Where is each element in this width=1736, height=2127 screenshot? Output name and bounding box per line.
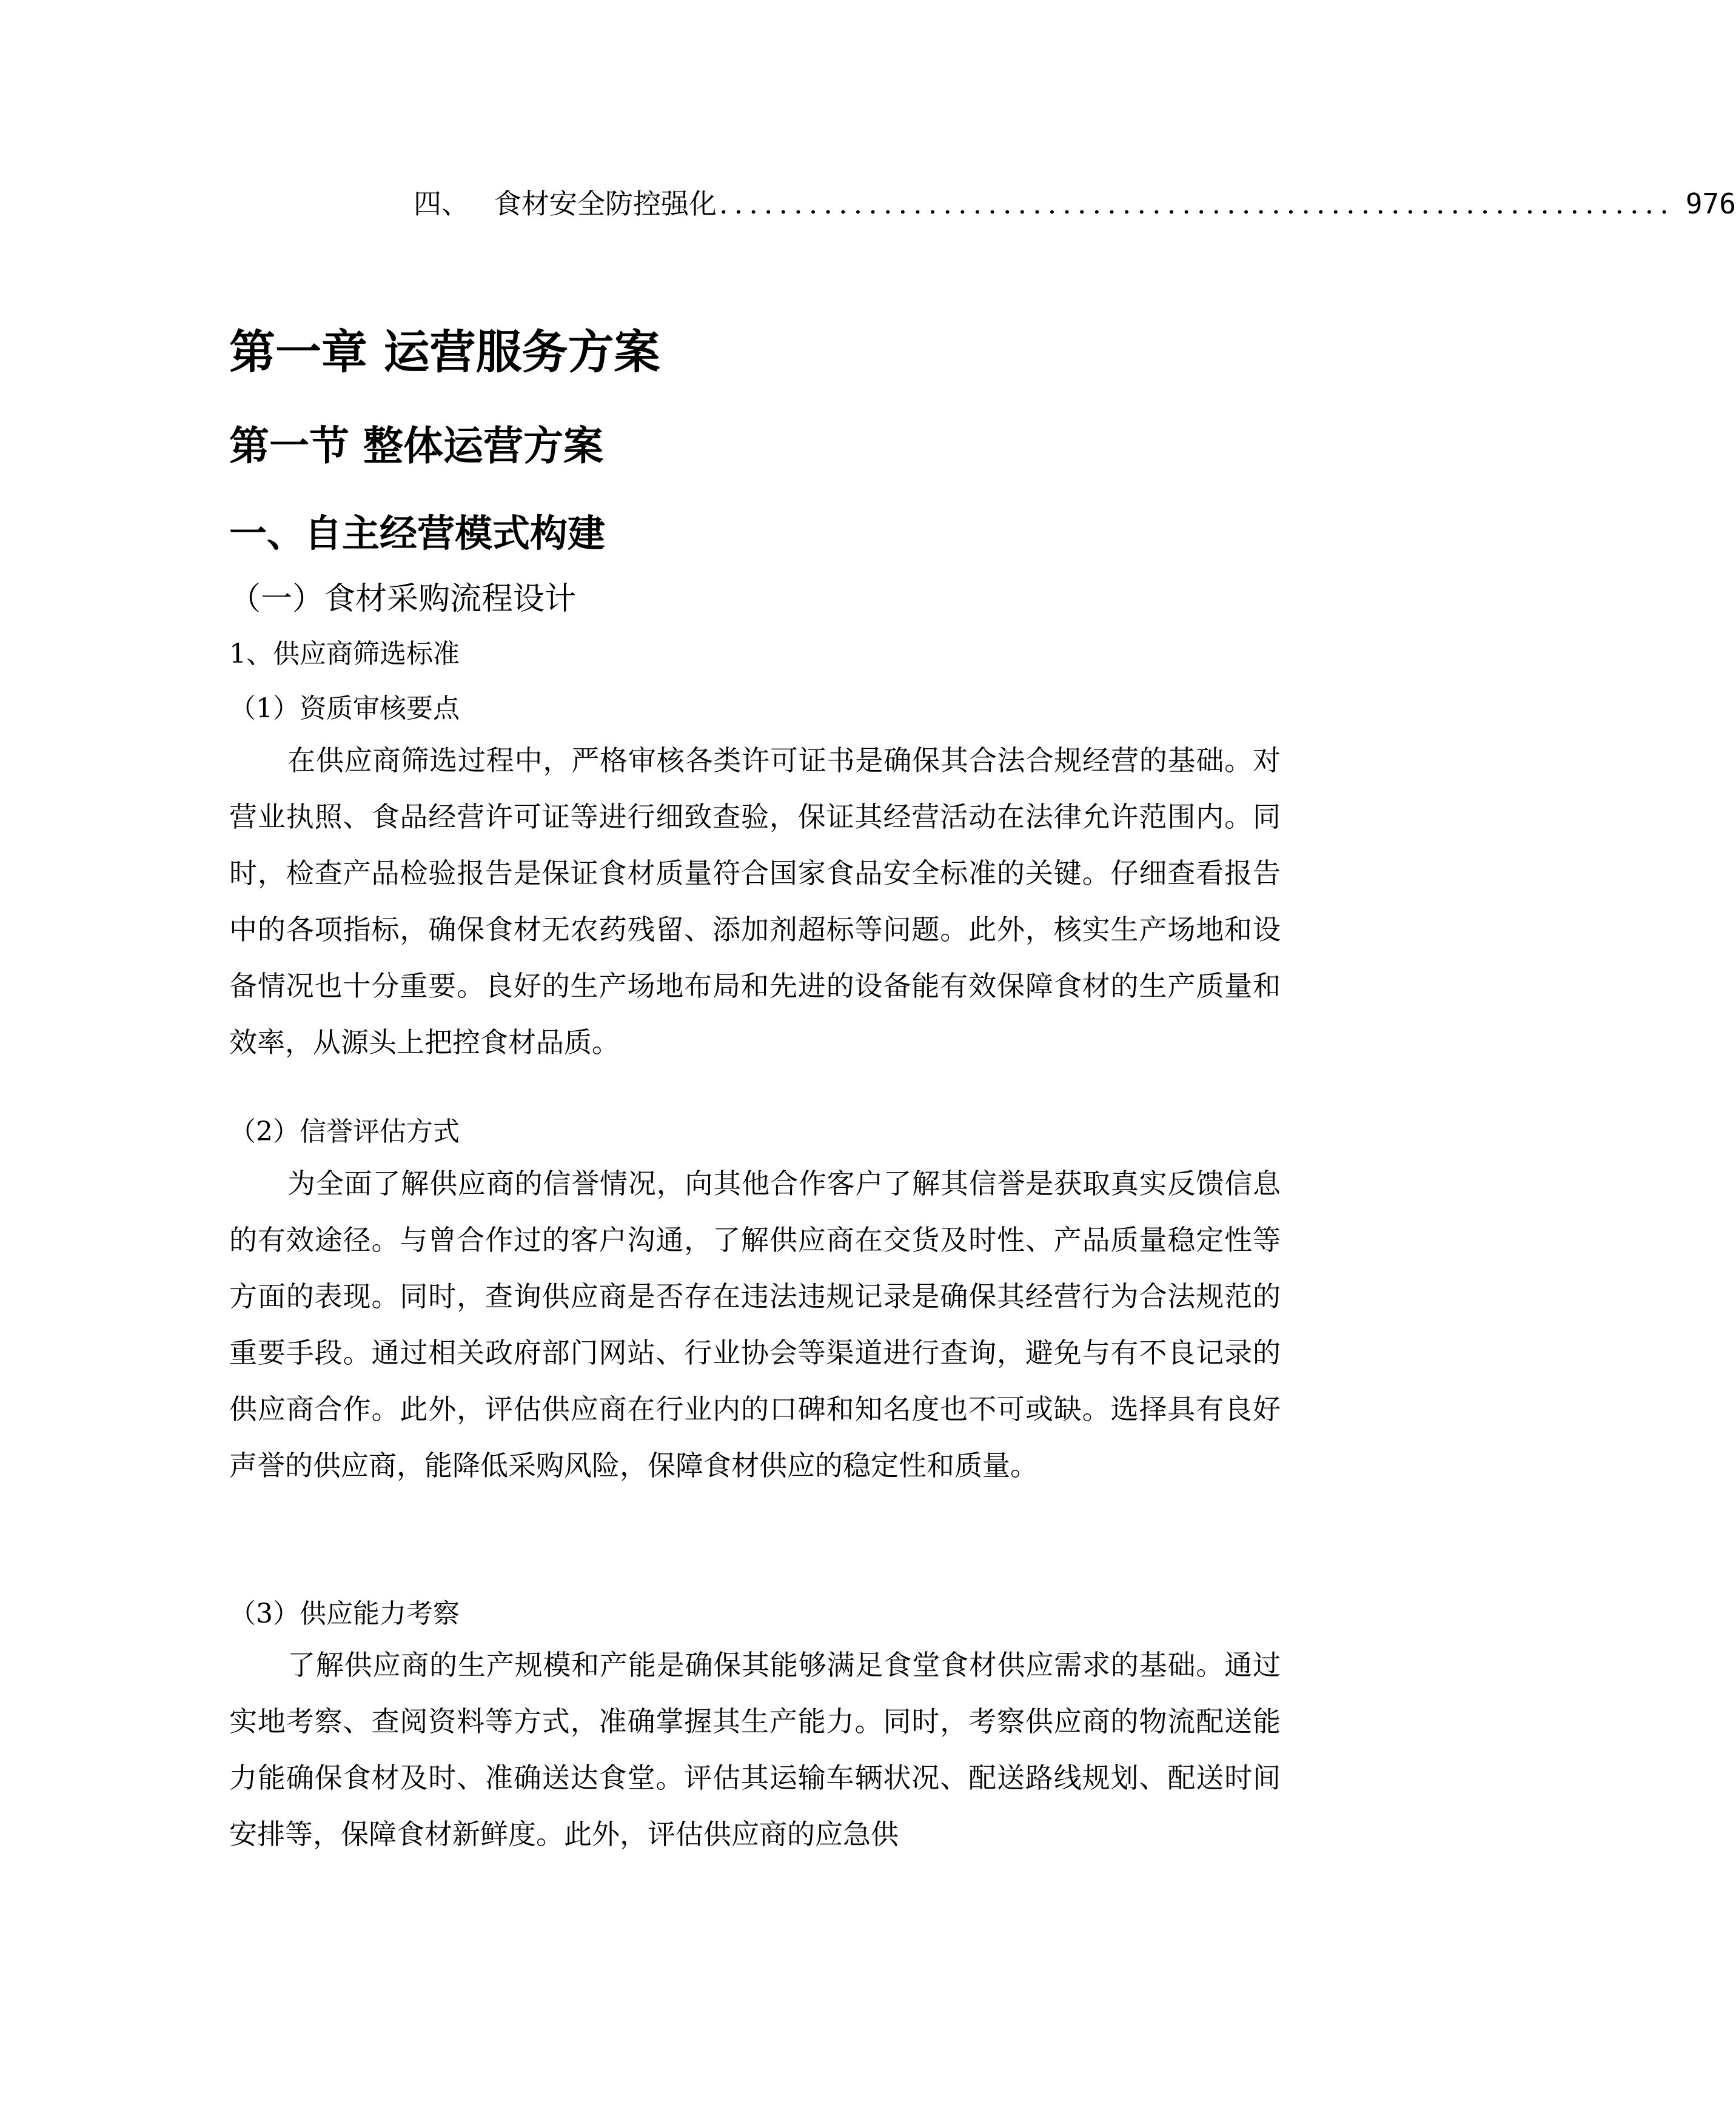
subpart-heading: （一）食材采购流程设计 <box>229 581 577 617</box>
section-heading: 第一节 整体运营方案 <box>229 423 603 469</box>
subsection-3-paragraph: 了解供应商的生产规模和产能是确保其能够满足食堂食材供应需求的基础。通过实地考察、查阅资料等方式，准确掌握其生产能力。同时，考察供应商的物流配送能力能确保食材及时、准确送达食堂。评估其运输车辆状况、配送路线规划、配送时间安排等，保障食材新鲜度。此外，评估供应商的应急供 <box>229 1649 1281 1851</box>
item-heading: 1、供应商筛选标准 <box>229 638 460 669</box>
toc-entry-number: 四、 <box>414 187 469 220</box>
toc-entry[interactable] <box>414 182 1736 226</box>
subsection-1-heading: （1）资质审核要点 <box>229 693 460 724</box>
toc-dot-leader: ................................................................ <box>719 187 1675 220</box>
toc-entry-title: 食材安全防控强化 <box>494 187 717 220</box>
subsection-2-paragraph: 为全面了解供应商的信誉情况，向其他合作客户了解其信誉是获取真实反馈信息的有效途径。与曾合作过的客户沟通，了解供应商在交货及时性、产品质量稳定性等方面的表现。同时，查询供应商是否存在违法违规记录是确保其经营行为合法规范的重要手段。通过相关政府部门网站、行业协会等渠道进行查询，避免与有不良记录的供应商合作。此外，评估供应商在行业内的口碑和知名度也不可或缺。选择具有良好声誉的供应商，能降低采购风险，保障食材供应的稳定性和质量。 <box>229 1167 1281 1482</box>
part-heading: 一、自主经营模式构建 <box>229 511 606 555</box>
subsection-2-heading: （2）信誉评估方式 <box>229 1116 460 1147</box>
chapter-heading: 第一章 运营服务方案 <box>229 325 660 379</box>
subsection-1-paragraph: 在供应商筛选过程中，严格审核各类许可证书是确保其合法合规经营的基础。对营业执照、食品经营许可证等进行细致查验，保证其经营活动在法律允许范围内。同时，检查产品检验报告是保证食材质量符合国家食品安全标准的关键。仔细查看报告中的各项指标，确保食材无农药残留、添加剂超标等问题。此外，核实生产场地和设备情况也十分重要。良好的生产场地布局和先进的设备能有效保障食材的生产质量和效率，从源头上把控食材品质。 <box>229 744 1281 1059</box>
toc-page-number: 976 <box>1685 187 1736 220</box>
subsection-3-heading: （3）供应能力考察 <box>229 1598 460 1629</box>
